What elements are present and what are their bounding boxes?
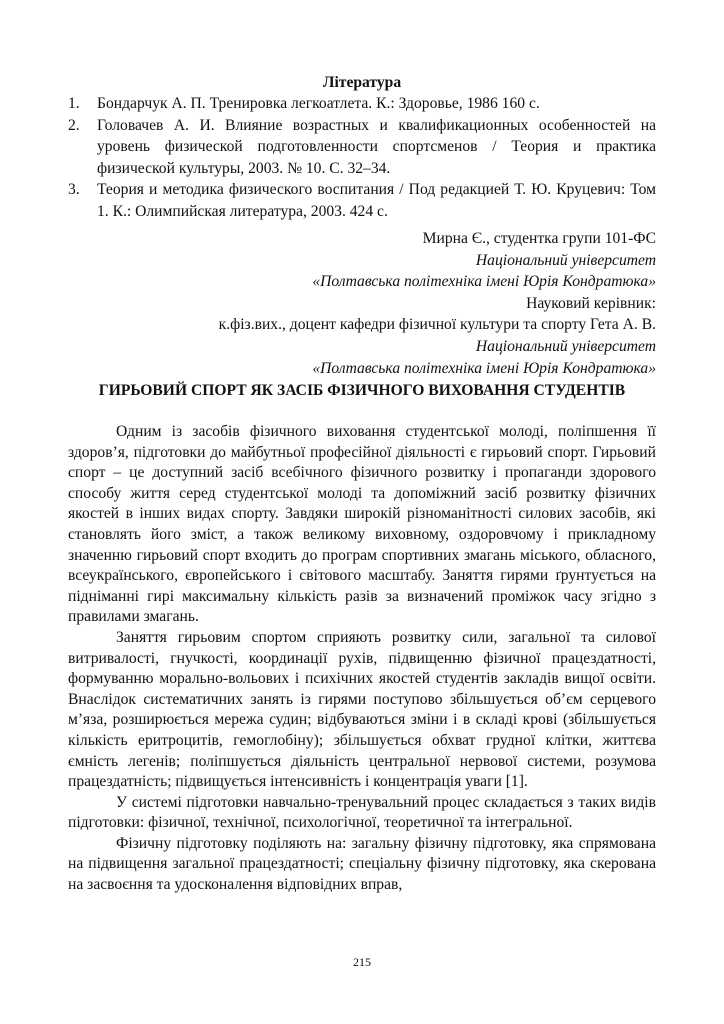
body-paragraph: Одним із засобів фізичного виховання студентської молоді, поліпшення її здоров’я, підготовки до майбутньої професійної діяльності є гирьовий спорт. Гирьовий спорт – це доступний засіб всебічного фізичного розвитку і пропаганди здорового способу життя серед студентської молоді та допоміжний засіб розвитку фізичних якостей в інших видах спорту. Завдяки широкій різноманітності силових засобів, які становлять його зміст, а також великому виховному, оздоровчому і прикладному значенню гирьовий спорт входить до програм спортивних змагань міського, обласного, всеукраїнського, європейського і світового масштабу. Заняття гирями ґрунтується на підніманні гирі максимальну кількість разів за визначений проміжок часу згідно з правилами змагань. xyxy=(68,423,656,626)
article-body xyxy=(68,422,656,896)
author-name: Мирна Є., студентка групи 101-ФС xyxy=(422,230,656,247)
reference-item xyxy=(68,115,656,180)
reference-text: Головачев А. И. Влияние возрастных и квалификационных особенностей на уровень физической подготовленности спортсменов / Теория и практика физической культуры, 2003. № 10. С. 32–34. xyxy=(97,116,656,177)
supervisor-name: к.фіз.вих., доцент кафедри фізичної культури та спорту Гета А. В. xyxy=(218,316,656,334)
article-title: ГИРЬОВИЙ СПОРТ ЯК ЗАСІБ ФІЗИЧНОГО ВИХОВАННЯ СТУДЕНТІВ xyxy=(98,382,626,399)
reference-number: 1. xyxy=(68,95,80,112)
reference-item xyxy=(68,93,656,115)
reference-number: 2. xyxy=(68,116,80,134)
author-affiliation: «Полтавська політехніка імені Юрія Кондратюка» xyxy=(312,273,656,291)
supervisor-affiliation: «Полтавська політехніка імені Юрія Кондратюка» xyxy=(312,359,656,377)
page-number: 215 xyxy=(353,955,371,969)
body-paragraph: Заняття гирьовим спортом сприяють розвитку сили, загальної та силової витривалості, гнучкості, координації рухів, підвищенню фізичної працездатності, формуванню морально-вольових і психічних якостей студентів закладів вищої освіти. Внаслідок систематичних занять із гирями поступово збільшується об’єм серцевого м’яза, розширюється мережа судин; відбуваються зміни і в складі крові (збільшується кількість еритроцитів, гемоглобіну); збільшується обхват грудної клітки, життєва ємність легенів; поліпшується діяльність центральної нервової системи, розумова працездатність; підвищується інтенсивність і концентрація уваги [1]. xyxy=(68,628,656,791)
reference-text: Теория и методика физического воспитания / Под редакцией Т. Ю. Круцевич: Том 1. К.: Олимпийская литература, 2003. 424 с. xyxy=(97,181,656,220)
body-paragraph: Фізичну підготовку поділяють на: загальну фізичну підготовку, яка спрямована на підвищення загальної працездатності; спеціальну фізичну підготовку, яка скерована на засвоєння та удосконалення відповідних вправ, xyxy=(68,834,656,894)
supervisor-label: Науковий керівник: xyxy=(526,294,656,312)
body-paragraph: У системі підготовки навчально-тренувальний процес складається з таких видів підготовки: фізичної, технічної, психологічної, теоретичної та інтегральної. xyxy=(68,793,656,832)
reference-text: Бондарчук А. П. Тренировка легкоатлета. К.: Здоровье, 1986 160 с. xyxy=(97,95,540,112)
author-block xyxy=(96,228,656,379)
reference-item xyxy=(68,179,656,222)
references-list xyxy=(68,93,656,223)
author-affiliation: Національний університет xyxy=(475,251,656,269)
reference-number: 3. xyxy=(68,181,80,199)
supervisor-affiliation: Національний університет xyxy=(475,337,656,355)
references-heading: Література xyxy=(322,74,402,91)
